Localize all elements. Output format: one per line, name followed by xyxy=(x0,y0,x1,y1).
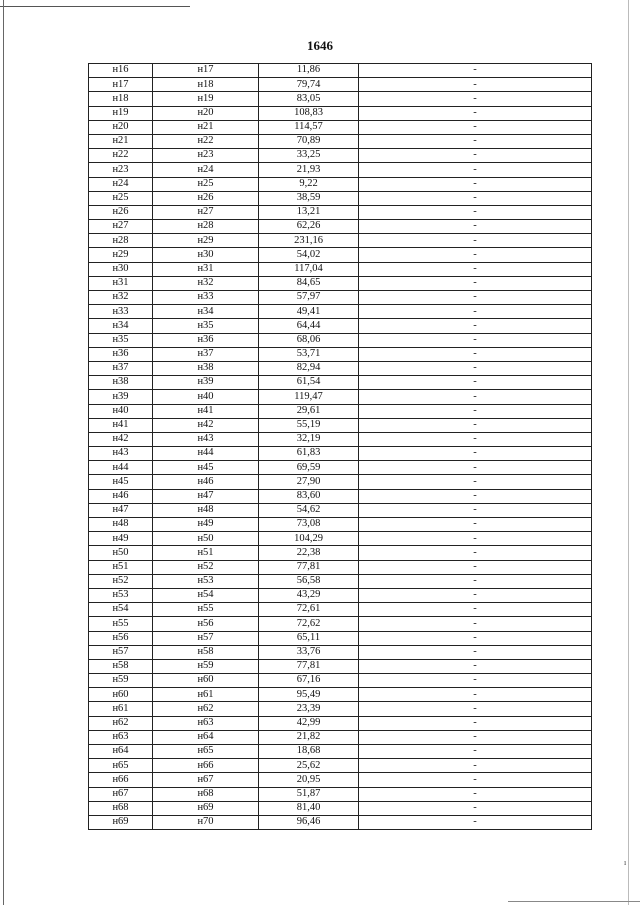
length-cell: 62,26 xyxy=(259,220,359,234)
note-cell: - xyxy=(359,305,592,319)
length-cell: 77,81 xyxy=(259,659,359,673)
note-cell: - xyxy=(359,447,592,461)
length-cell: 72,62 xyxy=(259,617,359,631)
length-cell: 29,61 xyxy=(259,404,359,418)
length-cell: 42,99 xyxy=(259,716,359,730)
point-from-cell: н62 xyxy=(89,716,153,730)
point-from-cell: н56 xyxy=(89,631,153,645)
point-to-cell: н31 xyxy=(153,262,259,276)
point-to-cell: н52 xyxy=(153,560,259,574)
note-cell: - xyxy=(359,574,592,588)
table-row xyxy=(89,503,592,517)
scan-edge-bottom xyxy=(508,901,640,902)
table-row xyxy=(89,489,592,503)
point-from-cell: н32 xyxy=(89,291,153,305)
table-row xyxy=(89,291,592,305)
table-row xyxy=(89,659,592,673)
length-cell: 83,60 xyxy=(259,489,359,503)
point-to-cell: н28 xyxy=(153,220,259,234)
table-row xyxy=(89,716,592,730)
length-cell: 18,68 xyxy=(259,745,359,759)
note-cell: - xyxy=(359,78,592,92)
point-to-cell: н60 xyxy=(153,674,259,688)
point-from-cell: н65 xyxy=(89,759,153,773)
length-cell: 82,94 xyxy=(259,361,359,375)
table-row xyxy=(89,120,592,134)
point-to-cell: н63 xyxy=(153,716,259,730)
table-row xyxy=(89,361,592,375)
note-cell: - xyxy=(359,532,592,546)
length-cell: 54,62 xyxy=(259,503,359,517)
scan-edge-left xyxy=(3,0,4,905)
table-row xyxy=(89,418,592,432)
point-to-cell: н20 xyxy=(153,106,259,120)
point-from-cell: н18 xyxy=(89,92,153,106)
note-cell: - xyxy=(359,631,592,645)
note-cell: - xyxy=(359,106,592,120)
point-to-cell: н58 xyxy=(153,645,259,659)
point-from-cell: н66 xyxy=(89,773,153,787)
point-from-cell: н36 xyxy=(89,347,153,361)
point-to-cell: н54 xyxy=(153,588,259,602)
point-from-cell: н64 xyxy=(89,745,153,759)
point-from-cell: н31 xyxy=(89,276,153,290)
point-to-cell: н46 xyxy=(153,475,259,489)
point-from-cell: н21 xyxy=(89,134,153,148)
point-from-cell: н68 xyxy=(89,801,153,815)
point-to-cell: н65 xyxy=(153,745,259,759)
point-to-cell: н40 xyxy=(153,390,259,404)
length-cell: 64,44 xyxy=(259,319,359,333)
length-cell: 119,47 xyxy=(259,390,359,404)
point-to-cell: н19 xyxy=(153,92,259,106)
point-from-cell: н40 xyxy=(89,404,153,418)
point-to-cell: н50 xyxy=(153,532,259,546)
table-body xyxy=(89,64,592,830)
table-row xyxy=(89,390,592,404)
note-cell: - xyxy=(359,361,592,375)
table-row xyxy=(89,248,592,262)
length-cell: 54,02 xyxy=(259,248,359,262)
note-cell: - xyxy=(359,390,592,404)
point-from-cell: н20 xyxy=(89,120,153,134)
point-to-cell: н48 xyxy=(153,503,259,517)
point-to-cell: н25 xyxy=(153,177,259,191)
point-to-cell: н49 xyxy=(153,518,259,532)
note-cell: - xyxy=(359,291,592,305)
point-to-cell: н51 xyxy=(153,546,259,560)
note-cell: - xyxy=(359,603,592,617)
point-to-cell: н32 xyxy=(153,276,259,290)
table-row xyxy=(89,475,592,489)
note-cell: - xyxy=(359,404,592,418)
length-cell: 108,83 xyxy=(259,106,359,120)
table-row xyxy=(89,305,592,319)
note-cell: - xyxy=(359,518,592,532)
table-row xyxy=(89,205,592,219)
table-row xyxy=(89,106,592,120)
length-cell: 81,40 xyxy=(259,801,359,815)
point-to-cell: н61 xyxy=(153,688,259,702)
length-cell: 33,76 xyxy=(259,645,359,659)
table-row xyxy=(89,730,592,744)
length-cell: 51,87 xyxy=(259,787,359,801)
length-cell: 13,21 xyxy=(259,205,359,219)
point-to-cell: н55 xyxy=(153,603,259,617)
length-cell: 96,46 xyxy=(259,815,359,829)
point-to-cell: н38 xyxy=(153,361,259,375)
point-to-cell: н37 xyxy=(153,347,259,361)
note-cell: - xyxy=(359,134,592,148)
point-from-cell: н54 xyxy=(89,603,153,617)
table-row xyxy=(89,574,592,588)
point-from-cell: н29 xyxy=(89,248,153,262)
table-row xyxy=(89,773,592,787)
point-from-cell: н47 xyxy=(89,503,153,517)
length-cell: 65,11 xyxy=(259,631,359,645)
length-cell: 77,81 xyxy=(259,560,359,574)
point-from-cell: н55 xyxy=(89,617,153,631)
note-cell: - xyxy=(359,489,592,503)
length-cell: 68,06 xyxy=(259,333,359,347)
point-to-cell: н30 xyxy=(153,248,259,262)
table-row xyxy=(89,688,592,702)
note-cell: - xyxy=(359,177,592,191)
point-from-cell: н51 xyxy=(89,560,153,574)
table-row xyxy=(89,92,592,106)
point-to-cell: н68 xyxy=(153,787,259,801)
table-row xyxy=(89,262,592,276)
table-row xyxy=(89,759,592,773)
point-to-cell: н44 xyxy=(153,447,259,461)
length-cell: 33,25 xyxy=(259,149,359,163)
note-cell: - xyxy=(359,787,592,801)
note-cell: - xyxy=(359,617,592,631)
point-to-cell: н41 xyxy=(153,404,259,418)
note-cell: - xyxy=(359,773,592,787)
point-from-cell: н57 xyxy=(89,645,153,659)
table-row xyxy=(89,347,592,361)
point-to-cell: н35 xyxy=(153,319,259,333)
point-to-cell: н43 xyxy=(153,432,259,446)
length-cell: 231,16 xyxy=(259,234,359,248)
note-cell: - xyxy=(359,234,592,248)
point-to-cell: н45 xyxy=(153,461,259,475)
length-cell: 117,04 xyxy=(259,262,359,276)
point-from-cell: н48 xyxy=(89,518,153,532)
point-to-cell: н36 xyxy=(153,333,259,347)
table-row xyxy=(89,191,592,205)
note-cell: - xyxy=(359,546,592,560)
table-row xyxy=(89,546,592,560)
point-to-cell: н64 xyxy=(153,730,259,744)
length-cell: 69,59 xyxy=(259,461,359,475)
table-row xyxy=(89,815,592,829)
length-cell: 9,22 xyxy=(259,177,359,191)
note-cell: - xyxy=(359,276,592,290)
point-to-cell: н47 xyxy=(153,489,259,503)
length-cell: 57,97 xyxy=(259,291,359,305)
table-row xyxy=(89,588,592,602)
point-from-cell: н53 xyxy=(89,588,153,602)
table-row xyxy=(89,64,592,78)
length-cell: 84,65 xyxy=(259,276,359,290)
length-cell: 70,89 xyxy=(259,134,359,148)
length-cell: 56,58 xyxy=(259,574,359,588)
note-cell: - xyxy=(359,745,592,759)
length-cell: 79,74 xyxy=(259,78,359,92)
length-cell: 38,59 xyxy=(259,191,359,205)
note-cell: - xyxy=(359,432,592,446)
note-cell: - xyxy=(359,418,592,432)
point-from-cell: н34 xyxy=(89,319,153,333)
note-cell: - xyxy=(359,191,592,205)
length-cell: 22,38 xyxy=(259,546,359,560)
note-cell: - xyxy=(359,503,592,517)
note-cell: - xyxy=(359,262,592,276)
note-cell: - xyxy=(359,319,592,333)
length-cell: 104,29 xyxy=(259,532,359,546)
point-to-cell: н18 xyxy=(153,78,259,92)
point-from-cell: н30 xyxy=(89,262,153,276)
point-to-cell: н62 xyxy=(153,702,259,716)
note-cell: - xyxy=(359,205,592,219)
note-cell: - xyxy=(359,92,592,106)
note-cell: - xyxy=(359,220,592,234)
table-row xyxy=(89,149,592,163)
point-from-cell: н41 xyxy=(89,418,153,432)
point-from-cell: н49 xyxy=(89,532,153,546)
length-cell: 25,62 xyxy=(259,759,359,773)
table-row xyxy=(89,276,592,290)
table-row xyxy=(89,702,592,716)
table-row xyxy=(89,177,592,191)
length-cell: 95,49 xyxy=(259,688,359,702)
point-from-cell: н24 xyxy=(89,177,153,191)
note-cell: - xyxy=(359,333,592,347)
point-to-cell: н23 xyxy=(153,149,259,163)
point-from-cell: н23 xyxy=(89,163,153,177)
point-from-cell: н59 xyxy=(89,674,153,688)
point-to-cell: н42 xyxy=(153,418,259,432)
length-cell: 20,95 xyxy=(259,773,359,787)
point-to-cell: н70 xyxy=(153,815,259,829)
table-row xyxy=(89,560,592,574)
length-cell: 32,19 xyxy=(259,432,359,446)
note-cell: - xyxy=(359,674,592,688)
note-cell: - xyxy=(359,163,592,177)
point-from-cell: н60 xyxy=(89,688,153,702)
note-cell: - xyxy=(359,588,592,602)
length-cell: 114,57 xyxy=(259,120,359,134)
note-cell: - xyxy=(359,248,592,262)
point-to-cell: н34 xyxy=(153,305,259,319)
length-cell: 23,39 xyxy=(259,702,359,716)
point-to-cell: н26 xyxy=(153,191,259,205)
note-cell: - xyxy=(359,347,592,361)
note-cell: - xyxy=(359,730,592,744)
page-number: 1646 xyxy=(307,38,333,53)
point-to-cell: н17 xyxy=(153,64,259,78)
point-from-cell: н46 xyxy=(89,489,153,503)
point-from-cell: н35 xyxy=(89,333,153,347)
length-cell: 43,29 xyxy=(259,588,359,602)
length-cell: 83,05 xyxy=(259,92,359,106)
note-cell: - xyxy=(359,702,592,716)
note-cell: - xyxy=(359,815,592,829)
corner-mark: ı xyxy=(624,858,627,867)
point-from-cell: н19 xyxy=(89,106,153,120)
length-cell: 53,71 xyxy=(259,347,359,361)
length-cell: 49,41 xyxy=(259,305,359,319)
length-cell: 55,19 xyxy=(259,418,359,432)
point-from-cell: н44 xyxy=(89,461,153,475)
note-cell: - xyxy=(359,759,592,773)
length-cell: 21,82 xyxy=(259,730,359,744)
point-to-cell: н66 xyxy=(153,759,259,773)
point-from-cell: н38 xyxy=(89,376,153,390)
table-row xyxy=(89,631,592,645)
point-from-cell: н26 xyxy=(89,205,153,219)
point-to-cell: н39 xyxy=(153,376,259,390)
note-cell: - xyxy=(359,688,592,702)
point-to-cell: н59 xyxy=(153,659,259,673)
table-row xyxy=(89,333,592,347)
table-row xyxy=(89,461,592,475)
length-cell: 73,08 xyxy=(259,518,359,532)
length-cell: 11,86 xyxy=(259,64,359,78)
table-row xyxy=(89,163,592,177)
point-from-cell: н17 xyxy=(89,78,153,92)
scan-edge-right xyxy=(628,0,629,905)
length-cell: 61,54 xyxy=(259,376,359,390)
table-row xyxy=(89,603,592,617)
point-from-cell: н42 xyxy=(89,432,153,446)
table-row xyxy=(89,376,592,390)
table-row xyxy=(89,319,592,333)
point-from-cell: н33 xyxy=(89,305,153,319)
length-cell: 27,90 xyxy=(259,475,359,489)
note-cell: - xyxy=(359,716,592,730)
length-cell: 61,83 xyxy=(259,447,359,461)
table-row xyxy=(89,78,592,92)
note-cell: - xyxy=(359,560,592,574)
note-cell: - xyxy=(359,376,592,390)
point-from-cell: н63 xyxy=(89,730,153,744)
point-from-cell: н67 xyxy=(89,787,153,801)
length-cell: 21,93 xyxy=(259,163,359,177)
point-to-cell: н56 xyxy=(153,617,259,631)
point-to-cell: н67 xyxy=(153,773,259,787)
boundary-segments-table xyxy=(88,63,592,830)
note-cell: - xyxy=(359,801,592,815)
point-to-cell: н29 xyxy=(153,234,259,248)
point-from-cell: н69 xyxy=(89,815,153,829)
point-from-cell: н39 xyxy=(89,390,153,404)
table-row xyxy=(89,432,592,446)
point-from-cell: н61 xyxy=(89,702,153,716)
table-row xyxy=(89,404,592,418)
point-to-cell: н22 xyxy=(153,134,259,148)
point-from-cell: н28 xyxy=(89,234,153,248)
table-row xyxy=(89,518,592,532)
length-cell: 72,61 xyxy=(259,603,359,617)
table-row xyxy=(89,645,592,659)
note-cell: - xyxy=(359,64,592,78)
point-to-cell: н21 xyxy=(153,120,259,134)
table-row xyxy=(89,617,592,631)
point-from-cell: н43 xyxy=(89,447,153,461)
table-row xyxy=(89,745,592,759)
point-from-cell: н58 xyxy=(89,659,153,673)
point-from-cell: н45 xyxy=(89,475,153,489)
length-cell: 67,16 xyxy=(259,674,359,688)
table-row xyxy=(89,220,592,234)
point-from-cell: н50 xyxy=(89,546,153,560)
table-row xyxy=(89,674,592,688)
point-to-cell: н24 xyxy=(153,163,259,177)
note-cell: - xyxy=(359,659,592,673)
point-to-cell: н57 xyxy=(153,631,259,645)
point-from-cell: н27 xyxy=(89,220,153,234)
point-from-cell: н52 xyxy=(89,574,153,588)
point-from-cell: н16 xyxy=(89,64,153,78)
note-cell: - xyxy=(359,475,592,489)
table-row xyxy=(89,447,592,461)
table-row xyxy=(89,787,592,801)
table-row xyxy=(89,532,592,546)
point-to-cell: н27 xyxy=(153,205,259,219)
point-to-cell: н69 xyxy=(153,801,259,815)
point-from-cell: н37 xyxy=(89,361,153,375)
point-from-cell: н25 xyxy=(89,191,153,205)
note-cell: - xyxy=(359,149,592,163)
note-cell: - xyxy=(359,461,592,475)
note-cell: - xyxy=(359,120,592,134)
table-row xyxy=(89,134,592,148)
table-row xyxy=(89,801,592,815)
point-to-cell: н33 xyxy=(153,291,259,305)
scan-edge-top xyxy=(0,6,190,7)
table-row xyxy=(89,234,592,248)
point-to-cell: н53 xyxy=(153,574,259,588)
note-cell: - xyxy=(359,645,592,659)
point-from-cell: н22 xyxy=(89,149,153,163)
